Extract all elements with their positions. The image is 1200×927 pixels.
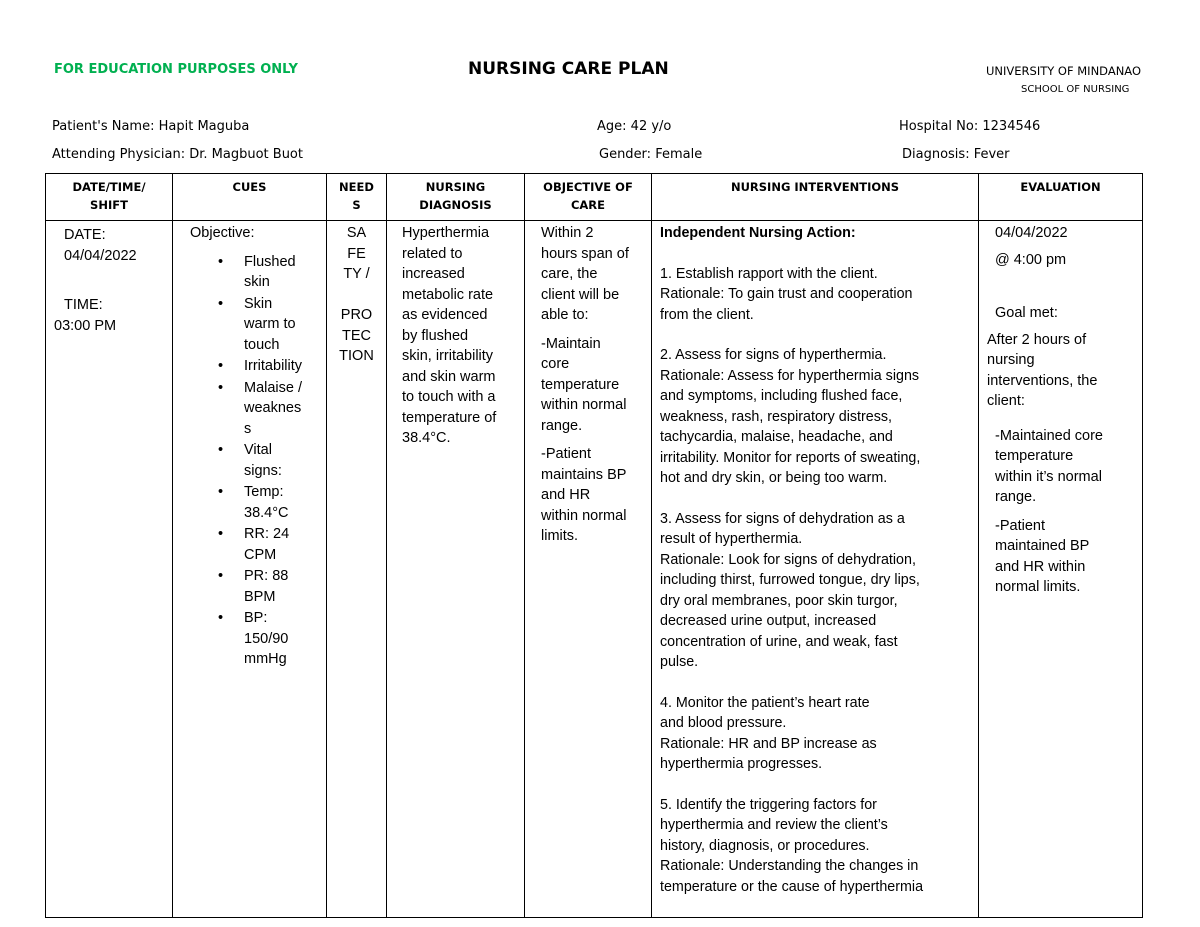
- cues-cell: [173, 221, 327, 918]
- cue-line: • BP:: [244, 610, 268, 626]
- intervention-line: weakness, rash, respiratory distress,: [660, 408, 893, 425]
- evaluation-line: client:: [987, 393, 1025, 409]
- intervention-line: pulse.: [660, 654, 699, 670]
- table-header-row: [46, 174, 1143, 221]
- evaluation-line: normal limits.: [995, 579, 1081, 595]
- evaluation-result-2: [987, 516, 1142, 598]
- intervention-line: Rationale: Assess for hyperthermia signs: [660, 367, 920, 384]
- physician-value: Dr. Magbuot Buot: [189, 147, 303, 162]
- objective-line: able to:: [541, 307, 589, 323]
- cue-line: • Flushed: [244, 253, 296, 270]
- list-item: [190, 482, 304, 523]
- header-diagnosis-line2: DIAGNOSIS: [419, 198, 492, 212]
- patient-age-field: [597, 119, 671, 134]
- list-item: [190, 294, 304, 356]
- evaluation-goal: Goal met:: [995, 305, 1058, 321]
- diagnosis-line: and skin warm: [402, 368, 496, 385]
- physician-label: Attending Physician:: [52, 147, 186, 162]
- cue-line: • PR: 88: [244, 568, 289, 584]
- cue-line: • Vital: [244, 442, 272, 458]
- needs-cell: [327, 221, 387, 918]
- list-item: [190, 524, 304, 565]
- header-date-time-shift: [46, 174, 173, 221]
- nursing-diagnosis-cell: [387, 221, 525, 918]
- evaluation-line: After 2 hours of: [987, 331, 1087, 348]
- needs-line: [327, 285, 386, 306]
- needs-line: SA: [346, 225, 367, 241]
- evaluation-line: nursing: [987, 352, 1035, 368]
- evaluation-summary: [987, 330, 1142, 412]
- cue-line: • RR: 24: [244, 526, 290, 542]
- needs-line: TY /: [343, 266, 370, 282]
- objective-line: within normal: [541, 507, 627, 524]
- header-nursing-diagnosis: [387, 174, 525, 221]
- evaluation-line: maintained BP: [995, 538, 1090, 554]
- school-name: SCHOOL OF NURSING: [1021, 84, 1130, 95]
- header-date-line1: DATE/TIME/: [72, 180, 146, 194]
- header-objective-of-care: [525, 174, 652, 221]
- objective-goal-1: [541, 334, 651, 437]
- diagnosis-line: to touch with a: [402, 389, 496, 405]
- evaluation-cell: [979, 221, 1143, 918]
- gender-label: Gender:: [599, 147, 652, 162]
- cue-line: mmHg: [244, 651, 287, 667]
- patient-name-value: Hapit Maguba: [158, 119, 250, 134]
- intervention-line: Rationale: HR and BP increase as: [660, 735, 877, 752]
- intervention-line: tachycardia, malaise, headache, and: [660, 429, 893, 445]
- intervention-item: [660, 264, 974, 326]
- intervention-line: including thirst, furrowed tongue, dry lips,: [660, 572, 920, 588]
- intervention-line: temperature or the cause of hyperthermia: [660, 878, 924, 895]
- cues-heading: Objective:: [190, 225, 255, 241]
- evaluation-line: range.: [995, 489, 1037, 505]
- list-item: [190, 252, 304, 293]
- cue-line: • Temp:: [244, 484, 284, 500]
- evaluation-line: within it’s normal: [995, 468, 1102, 485]
- objective-goal-2: [541, 444, 651, 547]
- intervention-line: Rationale: Look for signs of dehydration,: [660, 551, 916, 568]
- hospital-number-label: Hospital No:: [899, 119, 979, 134]
- diagnosis-line: temperature of: [402, 409, 497, 426]
- header-needs: [327, 174, 387, 221]
- intervention-line: 3. Assess for signs of dehydration as a: [660, 510, 905, 527]
- intervention-item: [660, 509, 974, 673]
- cue-line: 150/90: [244, 630, 289, 647]
- objective-line: -Maintain: [541, 335, 601, 352]
- header-needs-line1: NEED: [339, 180, 374, 194]
- date-value: 04/04/2022: [64, 247, 137, 264]
- intervention-line: result of hyperthermia.: [660, 531, 803, 547]
- objective-line: care, the: [541, 266, 598, 282]
- hospital-number-field: [899, 119, 1040, 134]
- cues-list: [190, 252, 326, 670]
- intervention-line: 5. Identify the triggering factors for: [660, 796, 877, 813]
- objective-line: client will be: [541, 286, 620, 303]
- cue-line: touch: [244, 336, 280, 353]
- interventions-heading: Independent Nursing Action:: [660, 225, 856, 241]
- intervention-item: [660, 795, 974, 898]
- intervention-line: hyperthermia and review the client’s: [660, 817, 888, 833]
- diagnosis-line: metabolic rate: [402, 286, 494, 303]
- evaluation-line: -Patient: [995, 517, 1045, 534]
- time-value: 03:00 PM: [54, 317, 117, 334]
- header-date-line2: SHIFT: [90, 198, 128, 212]
- cue-line: BPM: [244, 588, 276, 605]
- diagnosis-line: increased: [402, 266, 465, 282]
- list-item: [190, 566, 304, 607]
- intervention-line: and blood pressure.: [660, 715, 787, 731]
- needs-line: FE: [347, 245, 366, 262]
- diagnosis-line: 38.4°C.: [402, 430, 451, 446]
- intervention-line: and symptoms, including flushed face,: [660, 388, 903, 404]
- care-plan-table: [45, 173, 1143, 918]
- list-item: [190, 608, 304, 670]
- evaluation-line: and HR within: [995, 558, 1086, 575]
- intervention-line: decreased urine output, increased: [660, 613, 877, 629]
- cue-line: • Malaise /: [244, 379, 303, 396]
- header-objective-line2: CARE: [570, 198, 606, 212]
- needs-line: TION: [339, 348, 374, 364]
- needs-line: TEC: [342, 327, 371, 344]
- table-row: [46, 221, 1143, 918]
- intervention-line: from the client.: [660, 306, 754, 323]
- cue-line: • Irritability: [244, 358, 303, 374]
- list-item: [190, 356, 304, 377]
- intervention-item: [660, 345, 974, 489]
- page-title: NURSING CARE PLAN: [468, 59, 669, 79]
- intervention-line: hot and dry skin, or being too warm.: [660, 470, 888, 486]
- objective-line: -Patient: [541, 446, 591, 462]
- diagnosis-line: related to: [402, 245, 463, 262]
- intervention-line: hyperthermia progresses.: [660, 756, 823, 772]
- objective-line: Within 2: [541, 225, 594, 241]
- objective-line: core: [541, 356, 570, 372]
- patient-age-value: 42 y/o: [630, 119, 672, 134]
- cue-line: weaknes: [244, 400, 302, 416]
- diagnosis-label: Diagnosis:: [902, 147, 970, 162]
- diagnosis-line: as evidenced: [402, 307, 488, 323]
- date-time-cell: [46, 221, 173, 918]
- evaluation-date: 04/04/2022: [995, 225, 1068, 241]
- university-name: UNIVERSITY OF MINDANAO: [986, 64, 1142, 78]
- intervention-line: 4. Monitor the patient’s heart rate: [660, 694, 870, 711]
- intervention-line: 1. Establish rapport with the client.: [660, 265, 878, 282]
- interventions-cell: [652, 221, 979, 918]
- evaluation-line: interventions, the: [987, 372, 1098, 389]
- interventions-list: [660, 264, 974, 898]
- intervention-line: irritability. Monitor for reports of sweating,: [660, 449, 921, 466]
- header-nursing-interventions: NURSING INTERVENTIONS: [652, 174, 979, 221]
- list-item: [190, 440, 304, 481]
- diagnosis-value: Fever: [973, 147, 1010, 162]
- objective-line: range.: [541, 417, 583, 434]
- time-label: TIME:: [64, 297, 103, 313]
- diagnosis-line: Hyperthermia: [402, 225, 490, 241]
- header-needs-line2: S: [352, 198, 361, 212]
- intervention-line: 2. Assess for signs of hyperthermia.: [660, 347, 887, 363]
- objective-line: within normal: [541, 397, 627, 413]
- list-item: [190, 378, 304, 440]
- education-note: FOR EDUCATION PURPOSES ONLY: [54, 62, 298, 77]
- gender-field: [599, 147, 702, 162]
- intervention-line: dry oral membranes, poor skin turgor,: [660, 592, 898, 609]
- patient-age-label: Age:: [597, 119, 627, 134]
- physician-field: [52, 147, 303, 162]
- header-cues: CUES: [173, 174, 327, 221]
- objective-line: maintains BP: [541, 466, 627, 483]
- hospital-number-value: 1234546: [982, 119, 1041, 134]
- evaluation-result-1: [987, 426, 1142, 508]
- cue-line: s: [244, 420, 252, 437]
- date-label: DATE:: [64, 227, 106, 243]
- intervention-item: [660, 693, 974, 775]
- objective-cell: [525, 221, 652, 918]
- cue-line: skin: [244, 274, 270, 290]
- cue-line: • Skin: [244, 295, 273, 312]
- cue-line: warm to: [244, 316, 296, 332]
- header-objective-line1: OBJECTIVE OF: [543, 180, 633, 194]
- intervention-line: concentration of urine, and weak, fast: [660, 633, 898, 650]
- diagnosis-field: [902, 147, 1010, 162]
- objective-line: temperature: [541, 376, 620, 393]
- objective-line: hours span of: [541, 245, 629, 262]
- cue-line: signs:: [244, 462, 282, 479]
- objective-line: and HR: [541, 487, 591, 503]
- intervention-line: Rationale: Understanding the changes in: [660, 858, 919, 874]
- evaluation-line: temperature: [995, 448, 1074, 464]
- cue-line: CPM: [244, 546, 277, 563]
- evaluation-time: @ 4:00 pm: [995, 251, 1067, 268]
- patient-name-label: Patient's Name:: [52, 119, 155, 134]
- objective-intro: [541, 223, 651, 326]
- header-evaluation: EVALUATION: [979, 174, 1143, 221]
- objective-line: limits.: [541, 528, 579, 544]
- intervention-line: history, diagnosis, or procedures.: [660, 837, 870, 854]
- evaluation-line: -Maintained core: [995, 427, 1103, 444]
- diagnosis-line: skin, irritability: [402, 348, 494, 364]
- patient-name-field: [52, 119, 249, 134]
- gender-value: Female: [655, 147, 703, 162]
- needs-line: PRO: [340, 307, 373, 323]
- diagnosis-line: by flushed: [402, 327, 469, 344]
- intervention-line: Rationale: To gain trust and cooperation: [660, 286, 913, 302]
- header-diagnosis-line1: NURSING: [425, 180, 486, 194]
- cue-line: 38.4°C: [244, 504, 289, 521]
